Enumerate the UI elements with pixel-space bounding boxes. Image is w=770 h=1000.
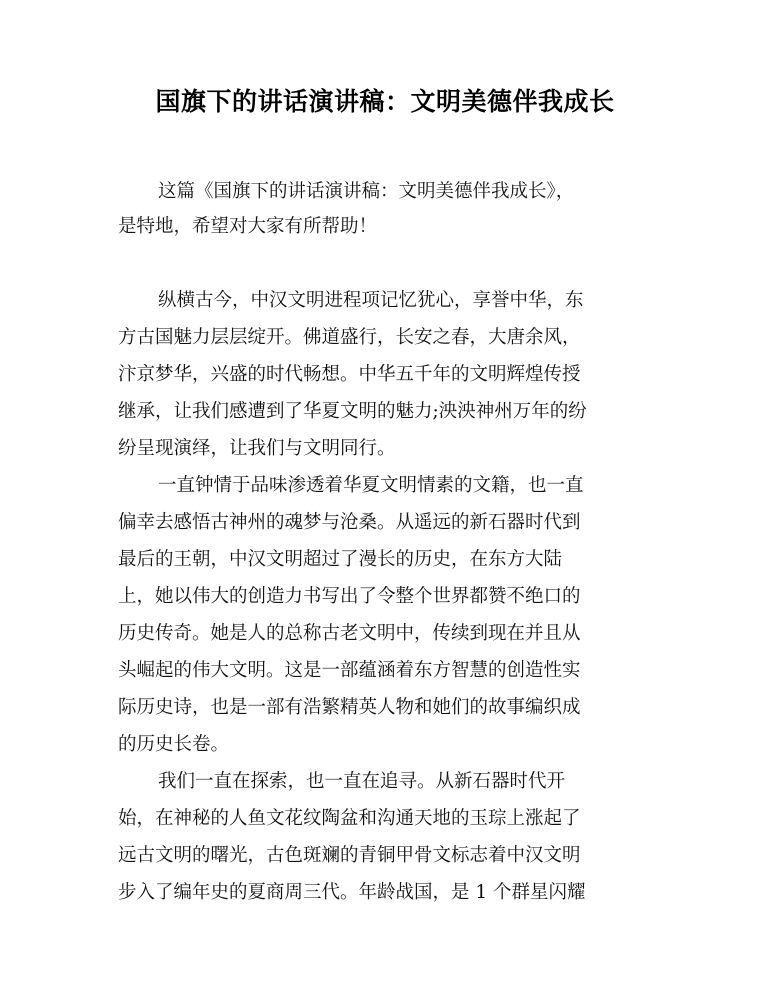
paragraph-line: 远古文明的曙光，古色斑斓的青铜甲骨文标志着中汉文明 bbox=[118, 845, 581, 866]
paragraph-line: 始，在神秘的人鱼文花纹陶盆和沟通天地的玉琮上涨起了 bbox=[118, 808, 581, 829]
paragraph-line: 头崛起的伟大文明。这是一部蕴涵着东方智慧的创造性实 bbox=[118, 660, 581, 681]
paragraph-line: 步入了编年史的夏商周三代。年龄战国，是 1 个群星闪耀 bbox=[118, 882, 586, 903]
paragraph-line: 汴京梦华，兴盛的时代畅想。中华五千年的文明辉煌传授 bbox=[118, 364, 581, 385]
paragraph-line: 上，她以伟大的创造力书写出了令整个世界都赞不绝口的 bbox=[118, 586, 581, 607]
paragraph-line: 最后的王朝，中汉文明超过了漫长的历史，在东方大陆 bbox=[118, 549, 563, 570]
paragraph-line: 这篇《国旗下的讲话演讲稿：文明美德伴我成长》， bbox=[158, 181, 575, 202]
paragraph-line: 纷呈现演绎，让我们与文明同行。 bbox=[118, 438, 396, 459]
paragraph-line: 是特地，希望对大家有所帮助！ bbox=[118, 216, 378, 237]
paragraph-line: 历史传奇。她是人的总称古老文明中，传续到现在并且从 bbox=[118, 623, 581, 644]
paragraph-line: 继承，让我们感遭到了华夏文明的魅力;泱泱神州万年的纷 bbox=[118, 401, 587, 422]
paragraph-line: 的历史长卷。 bbox=[118, 734, 230, 755]
paragraph-line: 际历史诗，也是一部有浩繁精英人物和她们的故事编织成 bbox=[118, 697, 581, 718]
paragraph-line: 方古国魅力层层绽开。佛道盛行，长安之春，大唐余风， bbox=[118, 327, 581, 348]
paragraph-line: 纵横古今，中汉文明进程项记忆犹心，享誉中华，东 bbox=[158, 290, 584, 311]
paragraph-line: 我们一直在探索，也一直在追寻。从新石器时代开 bbox=[158, 771, 566, 792]
paragraph-line: 偏幸去感悟古神州的魂梦与沧桑。从遥远的新石器时代到 bbox=[118, 512, 581, 533]
document-title: 国旗下的讲话演讲稿：文明美德伴我成长 bbox=[155, 87, 615, 116]
paragraph-line: 一直钟情于品味渗透着华夏文明情素的文籍，也一直 bbox=[158, 475, 584, 496]
